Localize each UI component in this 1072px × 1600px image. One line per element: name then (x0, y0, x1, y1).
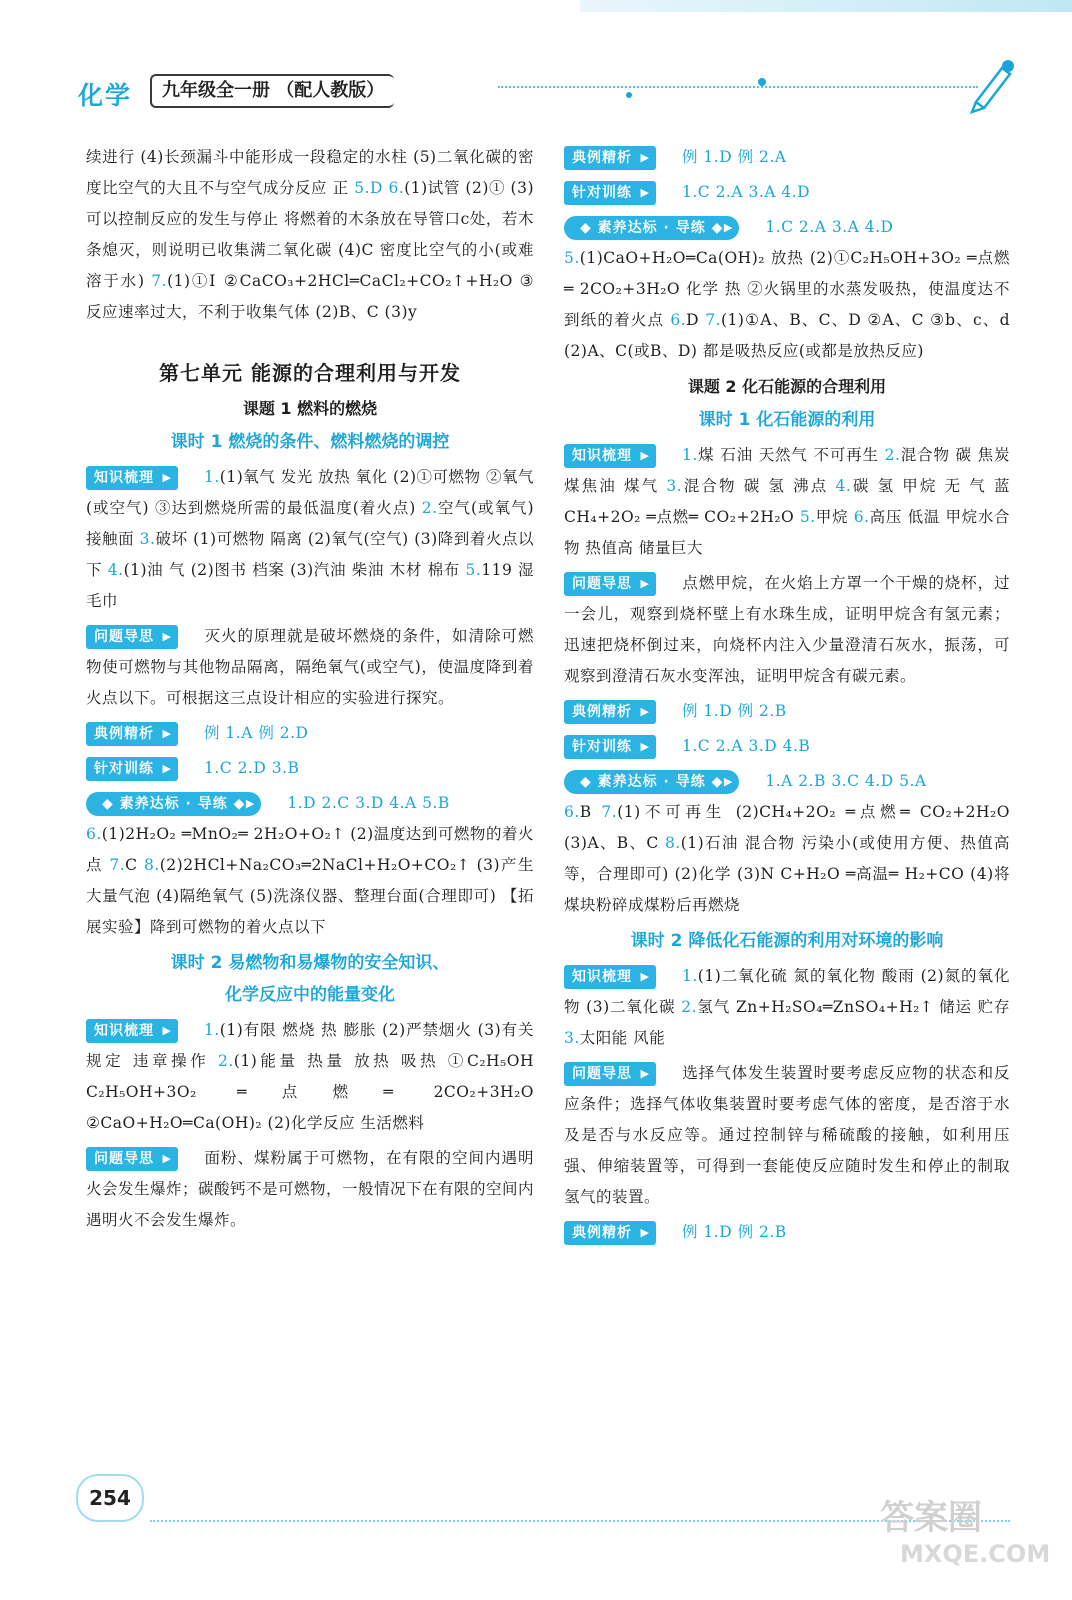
answer-text: 例 1.D 例 2.B (682, 1223, 787, 1241)
answer-number: 1. (204, 468, 220, 486)
lesson-title: 课时 1 化石能源的利用 (698, 410, 876, 430)
left-continued-answers (86, 142, 534, 328)
answer-text: 点燃甲烷，在火焰上方罩一个干燥的烧杯，过一会儿，观察到烧杯壁上有水珠生成，证明甲烷含有氢元素；迅速把烧杯倒过来，向烧杯内注入少量澄清石灰水，振荡，可观察到澄清石灰水变浑浊，证明甲烷含有碳元素。 (564, 574, 1010, 685)
answer-number: 8. (664, 834, 681, 852)
answer-text: 例 1.D 例 2.B (682, 702, 787, 720)
answer-number: 6. (388, 179, 405, 197)
answer-number: 5. (564, 249, 580, 267)
lesson-title (86, 947, 534, 1011)
edition-text: （配人教版） (276, 80, 385, 101)
answer-text: (1)石油 混合物 污染小(或使用方便、热值高等，合理即可) (2)化学 (3)N C+H₂O ═高温═ H₂+CO (4)将煤块粉碎成煤粉后再燃烧 (564, 834, 1011, 914)
lesson-title-line: 化学反应中的能量变化 (225, 985, 395, 1005)
answer-text: 煤 石油 天然气 不可再生 (697, 446, 885, 464)
watermark-logo: 答案圈 (880, 1498, 982, 1538)
answer-number: 1. (204, 1021, 220, 1039)
tag-knowledge: 知识梳理 ▶ (564, 965, 656, 989)
topic-title: 课题 2 化石能源的合理利用 (687, 377, 887, 396)
tag-knowledge: 知识梳理 ▶ (86, 466, 178, 490)
knowledge-section (564, 961, 1010, 1054)
answer-text: 碳 氢 甲烷 无 气 蓝 CH₄+2O₂ ═点燃═ CO₂+2H₂O (564, 477, 1011, 526)
lesson-title: 课时 2 降低化石能源的利用对环境的影响 (630, 931, 944, 951)
answer-text: C (125, 856, 144, 874)
tag-example: 典例精析 ▶ (564, 1221, 656, 1245)
tag-literacy: ◆ 素养达标 · 导练 ◆ ▶ (564, 216, 739, 240)
answer-text: 例 1.D 例 2.A (682, 148, 787, 166)
tag-training: 针对训练 ▶ (564, 181, 656, 205)
lesson-title: 课时 1 燃烧的条件、燃料燃烧的调控 (170, 432, 450, 452)
answer-text: B (579, 803, 602, 821)
tag-question-guide: 问题导思 ▶ (564, 572, 656, 596)
answer-text: 1.A 2.B 3.C 4.D 5.A (765, 772, 927, 790)
answer-number: 5. (799, 508, 816, 526)
pen-icon (958, 54, 1018, 114)
training-section (564, 177, 1010, 208)
grade-text: 九年级全一册 (162, 80, 270, 101)
answer-number: 7. (151, 272, 168, 290)
question-guide-section (564, 568, 1010, 692)
header-dot (626, 92, 632, 98)
topic-title: 课题 1 燃料的燃烧 (242, 399, 378, 418)
answer-text: (1)能量 热量 放热 吸热 ①C₂H₅OH C₂H₅OH+3O₂ ═点燃═ 2CO₂+3H₂O ②CaO+H₂O═Ca(OH)₂ (2)化学反应 生活燃料 (86, 1052, 534, 1132)
answer-number: 2. (884, 446, 901, 464)
answer-number: 5.D (354, 179, 383, 197)
answer-text: 氢气 Zn+H₂SO₄═ZnSO₄+H₂↑ 储运 贮存 (697, 998, 1010, 1016)
tag-knowledge: 知识梳理 ▶ (564, 444, 656, 468)
answer-text: 空气(或氧气) 接触面 (86, 499, 534, 548)
answer-text: (1)①Ⅰ ②CaCO₃+2HCl═CaCl₂+CO₂↑+H₂O ③反应速率过大，不利于收集气体 (2)B、C (3)y (86, 272, 534, 321)
answer-number: 4. (107, 561, 124, 579)
answer-text: 灭火的原理就是破坏燃烧的条件，如清除可燃物使可燃物与其他物品隔离，隔绝氧气(或空气)，使温度降到着火点以下。可根据这三点设计相应的实验进行探究。 (86, 627, 534, 707)
answer-text: 1.C 2.D 3.B (204, 759, 300, 777)
subject-label: 化学 (78, 81, 133, 110)
page-header (78, 74, 1018, 114)
tag-training: 针对训练 ▶ (86, 757, 178, 781)
answer-text: D (686, 311, 706, 329)
answer-number: 3. (564, 1029, 580, 1047)
answer-text: 119 湿毛巾 (86, 561, 534, 610)
answer-number: 2. (681, 998, 698, 1016)
example-section (564, 142, 1010, 173)
literacy-section (564, 212, 1010, 367)
answer-number: 5. (465, 561, 482, 579)
answer-number: 1. (682, 446, 698, 464)
answer-text: 面粉、煤粉属于可燃物，在有限的空间内遇明火会发生爆炸；碳酸钙不是可燃物，一般情况下在有限的空间内遇明火不会发生爆炸。 (86, 1149, 535, 1229)
answer-number: 7. (601, 803, 618, 821)
answer-number: 2. (421, 499, 438, 517)
answer-text: 1.C 2.A 3.A 4.D (682, 183, 811, 201)
tag-knowledge: 知识梳理 ▶ (86, 1019, 178, 1043)
answer-text: 续进行 (4)长颈漏斗中能形成一段稳定的水柱 (5)二氧化碳的密度比空气的大且不与空气成分反应 正 (86, 148, 534, 197)
right-column (564, 142, 1010, 1252)
answer-text: 1.C 2.A 3.D 4.B (682, 737, 811, 755)
answer-text: (2)2HCl+Na₂CO₃═2NaCl+H₂O+CO₂↑ (3)产生大量气泡 (4)隔绝氧气 (5)洗涤仪器、整理台面(合理即可) 【拓展实验】降到可燃物的着火点以下 (86, 856, 534, 936)
answer-text: 高压 低温 甲烷水合物 热值高 储量巨大 (564, 508, 1010, 557)
answer-text: (1)二氧化硫 氮的氧化物 酸雨 (2)氮的氧化物 (3)二氧化碳 (564, 967, 1010, 1016)
answer-text: (1)不可再生 (2)CH₄+2O₂ ═点燃═ CO₂+2H₂O (3)A、B、C (564, 803, 1010, 852)
example-section (564, 696, 1010, 727)
answer-text: 1.C 2.A 3.A 4.D (765, 218, 894, 236)
answer-text: 甲烷 (815, 508, 854, 526)
answer-text: 混合物 碳 焦炭 煤焦油 煤气 (564, 446, 1010, 495)
answer-number: 3. (139, 530, 156, 548)
answer-text: (1)有限 燃烧 热 膨胀 (2)严禁烟火 (3)有关规定 违章操作 (86, 1021, 534, 1070)
top-color-band (580, 0, 1072, 12)
answer-number: 1. (682, 967, 698, 985)
answer-text: (1)试管 (2)① (3)可以控制反应的发生与停止 将燃着的木条放在导管口c处，若木条熄灭，则说明已收集满二氧化碳 (4)C 密度比空气的小(或难溶于水) (86, 179, 534, 290)
header-dot (758, 78, 766, 86)
tag-literacy: ◆ 素养达标 · 导练 ◆ ▶ (564, 770, 739, 794)
tag-question-guide: 问题导思 ▶ (86, 625, 178, 649)
answer-text: (1)2H₂O₂ ═MnO₂═ 2H₂O+O₂↑ (2)温度达到可燃物的着火点 (86, 825, 534, 874)
question-guide-section (86, 621, 534, 714)
lesson-title-line: 课时 2 易燃物和易爆物的安全知识、 (170, 953, 450, 973)
tag-question-guide: 问题导思 ▶ (86, 1147, 178, 1171)
tag-question-guide: 问题导思 ▶ (564, 1062, 656, 1086)
answer-number: 3. (666, 477, 683, 495)
question-guide-section (86, 1143, 534, 1236)
answer-text: 混合物 碳 氢 沸点 (682, 477, 836, 495)
example-section (86, 718, 534, 749)
answer-number: 4. (835, 477, 852, 495)
page-number: 254 (76, 1474, 144, 1522)
answer-text: 1.D 2.C 3.D 4.A 5.B (287, 794, 450, 812)
answer-text: 破坏 (1)可燃物 隔离 (2)氧气(空气) (3)降到着火点以下 (86, 530, 534, 579)
watermark-url: MXQE.COM (900, 1540, 1051, 1568)
answer-number: 7. (705, 311, 721, 329)
answer-text: (1)氧气 发光 放热 氧化 (2)①可燃物 ②氧气(或空气) ③达到燃烧所需的最低温度(着火点) (86, 468, 534, 517)
answer-number: 6. (86, 825, 102, 843)
literacy-section (86, 788, 534, 943)
example-section (564, 1217, 1010, 1248)
training-section (86, 753, 534, 784)
answer-number: 8. (143, 856, 160, 874)
knowledge-section (564, 440, 1010, 564)
grade-label (150, 74, 394, 108)
answer-number: 6. (564, 803, 580, 821)
answer-number: 7. (109, 856, 126, 874)
answer-number: 6. (853, 508, 870, 526)
literacy-section (564, 766, 1010, 921)
header-dotted-line (498, 86, 978, 88)
unit-title: 第七单元 能源的合理利用与开发 (159, 361, 461, 385)
tag-example: 典例精析 ▶ (86, 722, 178, 746)
question-guide-section (564, 1058, 1010, 1213)
training-section (564, 731, 1010, 762)
tag-example: 典例精析 ▶ (564, 700, 656, 724)
tag-example: 典例精析 ▶ (564, 146, 656, 170)
answer-number: 6. (670, 311, 687, 329)
tag-literacy: ◆ 素养达标 · 导练 ◆ ▶ (86, 792, 261, 816)
answer-text: 例 1.A 例 2.D (204, 724, 309, 742)
answer-text: 选择气体发生装置时要考虑反应物的状态和反应条件；选择气体收集装置时要考虑气体的密度，是否溶于水及是否与水反应等。通过控制锌与稀硫酸的接触，如利用压强、伸缩装置等，可得到一套能使反应随时发生和停止的制取氢气的装置。 (564, 1064, 1010, 1206)
answer-text: 太阳能 风能 (579, 1029, 666, 1047)
left-column (86, 142, 534, 1240)
answer-text: (1)油 气 (2)图书 档案 (3)汽油 柴油 木材 棉布 (123, 561, 466, 579)
tag-training: 针对训练 ▶ (564, 735, 656, 759)
knowledge-section (86, 462, 534, 617)
answer-text: (1)CaO+H₂O═Ca(OH)₂ 放热 (2)①C₂H₅OH+3O₂ ═点燃═ 2CO₂+3H₂O 化学 热 ②火锅里的水蒸发吸热，使温度达不到纸的着火点 (564, 249, 1010, 329)
knowledge-section (86, 1015, 534, 1139)
answer-number: 2. (218, 1052, 234, 1070)
answer-text: (1)①A、B、C、D ②A、C ③b、c、d (2)A、C(或B、D) 都是吸热反应(或都是放热反应) (564, 311, 1011, 360)
